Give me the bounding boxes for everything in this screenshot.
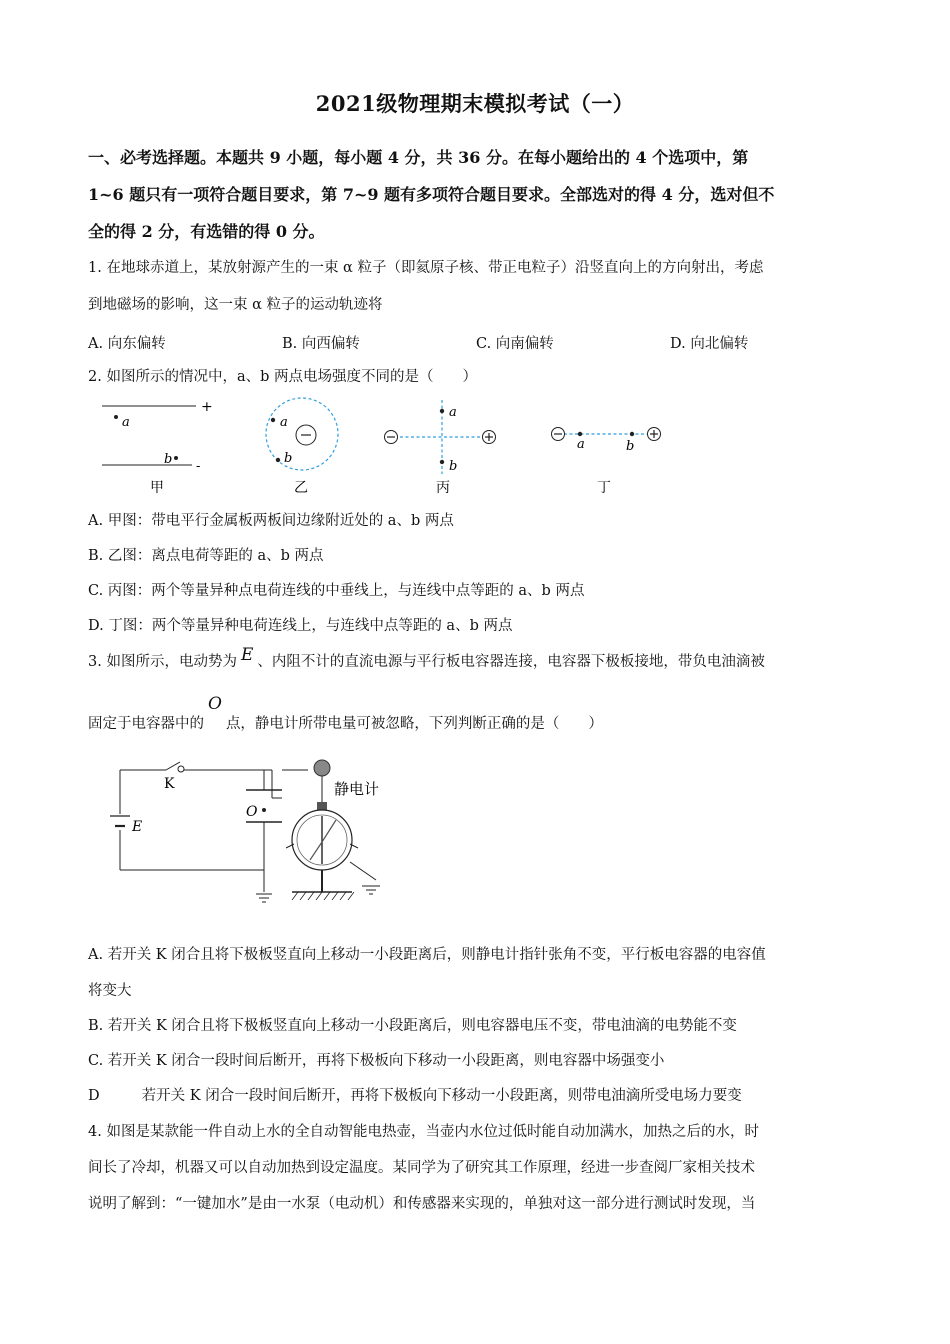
section-header-line-1: 一、必考选择题。本题共 9 小题，每小题 4 分，共 36 分。在每小题给出的 4 个选项中，第 [88, 148, 749, 167]
q1-option-c: C. 向南偏转 [476, 336, 554, 352]
svg-text:丁: 丁 [597, 480, 611, 496]
q1-line-2: 到地磁场的影响，这一束 α 粒子的运动轨迹将 [88, 297, 383, 313]
q1-option-a: A. 向东偏转 [88, 336, 166, 352]
figure-jia [102, 399, 213, 496]
page-title: 2021级物理期末模拟考试（一） [315, 91, 635, 116]
q2-figures [88, 392, 688, 504]
q2-stem: 2. 如图所示的情况中，a、b 两点电场强度不同的是（ ） [88, 369, 477, 385]
svg-text:a: a [122, 415, 130, 430]
q1-line-1: 1. 在地球赤道上，某放射源产生的一束 α 粒子（即氦原子核、带正电粒子）沿竖直向上的方向射出，考虑 [88, 260, 764, 276]
svg-text:b: b [449, 459, 458, 474]
q3-circuit-figure [96, 752, 396, 914]
figure-ding [552, 428, 661, 497]
q1-option-d: D. 向北偏转 [670, 336, 749, 352]
q4-line-3: 说明了解到：“一键加水”是由一水泵（电动机）和传感器来实现的，单独对这一部分进行测试时发现，当 [88, 1196, 756, 1212]
svg-text:O: O [246, 804, 258, 820]
q2-option-a: A. 甲图：带电平行金属板两板间边缘附近处的 a、b 两点 [88, 513, 454, 529]
q2-option-b: B. 乙图：离点电荷等距的 a、b 两点 [88, 548, 324, 564]
svg-text:a: a [577, 437, 585, 452]
q3-option-d: D 若开关 K 闭合一段时间后断开，再将下极板向下移动一小段距离，则带电油滴所受电场力要变 [88, 1088, 742, 1104]
section-header-line-3: 全的得 2 分，有选错的得 0 分。 [88, 222, 325, 241]
svg-text:丙: 丙 [436, 480, 450, 496]
svg-text:a: a [449, 405, 457, 420]
q3-line-1: 3. 如图所示，电动势为 E 、内阻不计的直流电源与平行板电容器连接，电容器下极板接地，带负电油滴被 [88, 645, 765, 670]
q3-symbol-o: O [208, 694, 222, 714]
svg-text:-: - [196, 459, 201, 474]
figure-yi [266, 398, 338, 496]
q4-line-1: 4. 如图是某款能一件自动上水的全自动智能电热壶，当壶内水位过低时能自动加满水，加热之后的水，时 [88, 1124, 759, 1140]
svg-text:b: b [284, 451, 293, 466]
svg-text:b: b [164, 452, 173, 467]
q3-option-a-line-2: 将变大 [88, 983, 132, 999]
q2-option-c: C. 丙图：两个等量异种点电荷连线的中垂线上，与连线中点等距的 a、b 两点 [88, 583, 585, 599]
svg-text:+: + [201, 399, 213, 415]
figure-bing [385, 400, 496, 496]
q4-line-2: 间长了冷却，机器又可以自动加热到设定温度。某同学为了研究其工作原理，经进一步查阅厂家相关技术 [88, 1160, 755, 1176]
q3-option-a-line-1: A. 若开关 K 闭合且将下极板竖直向上移动一小段距离后，则静电计指针张角不变，平行板电容器的电容值 [88, 947, 766, 963]
q3-option-c: C. 若开关 K 闭合一段时间后断开，再将下极板向下移动一小段距离，则电容器中场强变小 [88, 1053, 665, 1069]
svg-text:静电计: 静电计 [334, 780, 380, 798]
svg-text:乙: 乙 [294, 480, 308, 496]
q3-symbol-e: E [240, 645, 254, 665]
section-header-line-2: 1~6 题只有一项符合题目要求，第 7~9 题有多项符合题目要求。全部选对的得 4 分，选对但不 [88, 185, 775, 204]
q1-option-b: B. 向西偏转 [282, 336, 360, 352]
q3-line-2: 固定于电容器中的O点，静电计所带电量可被忽略，下列判断正确的是（ ） [88, 694, 603, 732]
svg-text:b: b [626, 439, 635, 454]
q2-option-d: D. 丁图：两个等量异种电荷连线上，与连线中点等距的 a、b 两点 [88, 618, 513, 634]
svg-text:a: a [280, 415, 288, 430]
q3-option-b: B. 若开关 K 闭合且将下极板竖直向上移动一小段距离后，则电容器电压不变，带电油滴的电势能不变 [88, 1018, 737, 1034]
svg-text:K: K [164, 776, 175, 792]
svg-text:E: E [132, 819, 143, 835]
svg-text:甲: 甲 [150, 480, 164, 496]
